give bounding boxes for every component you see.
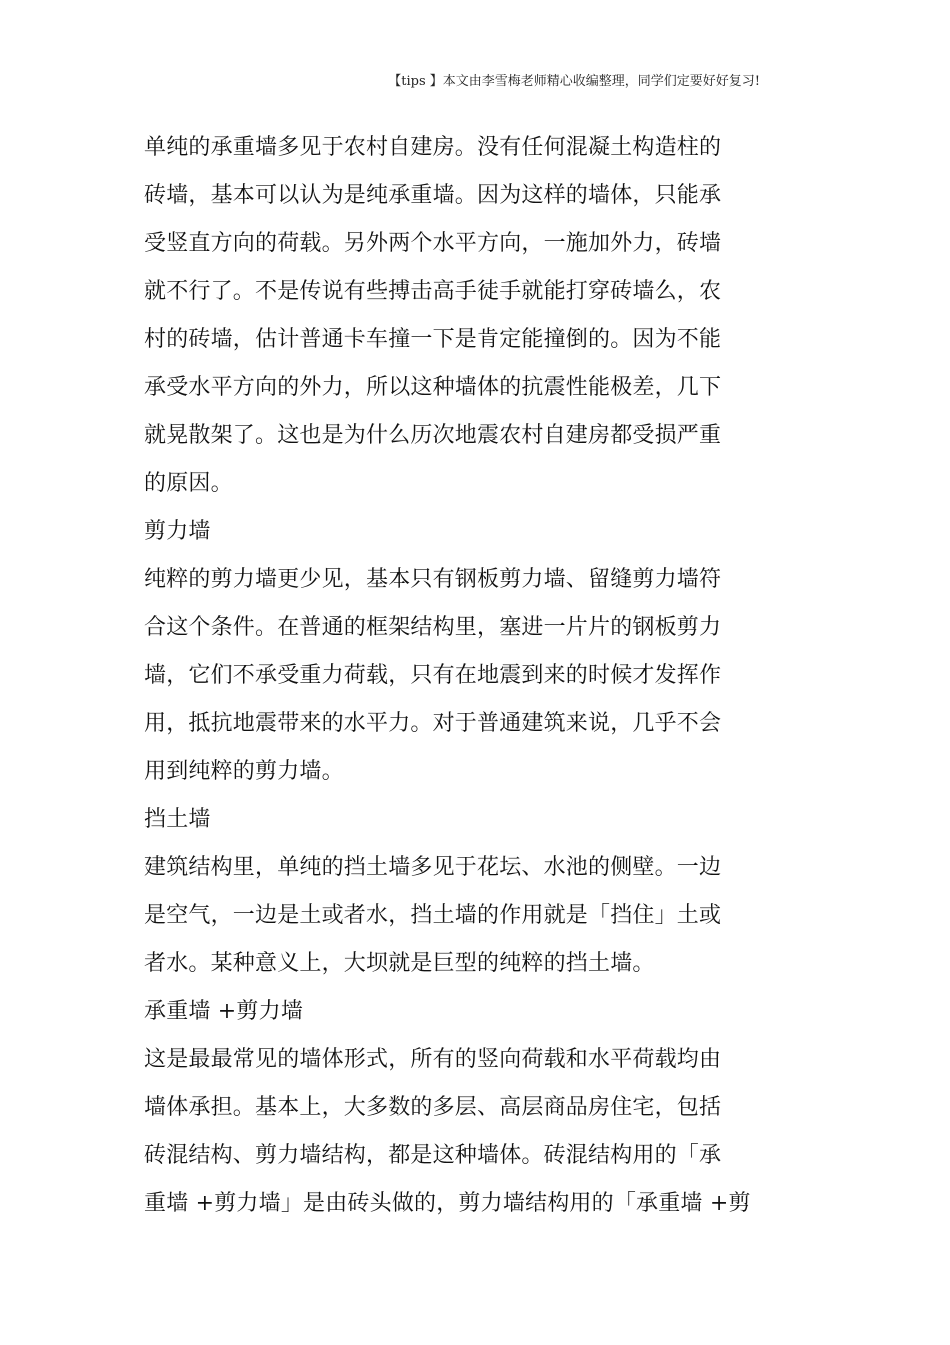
text-line: 者水。某种意义上，大坝就是巨型的纯粹的挡土墙。 — [144, 951, 655, 976]
section-heading: 挡土墙 — [144, 807, 211, 832]
text-line: 建筑结构里，单纯的挡土墙多见于花坛、水池的侧壁。一边 — [144, 855, 722, 880]
text-line: 的原因。 — [144, 471, 233, 496]
text-line: 村的砖墙，估计普通卡车撞一下是肯定能撞倒的。因为不能 — [144, 327, 722, 352]
text-line: 就晃散架了。这也是为什么历次地震农村自建房都受损严重 — [144, 423, 722, 448]
text-line: 用到纯粹的剪力墙。 — [144, 759, 344, 784]
section-heading: 剪力墙 — [144, 519, 211, 544]
document-body — [144, 124, 824, 1228]
text-line: 就不行了。不是传说有些搏击高手徒手就能打穿砖墙么，农 — [144, 279, 722, 304]
text-line: 墙体承担。基本上，大多数的多层、高层商品房住宅，包括 — [144, 1095, 722, 1120]
text-line: 纯粹的剪力墙更少见，基本只有钢板剪力墙、留缝剪力墙符 — [144, 567, 722, 592]
text-line: 砖混结构、剪力墙结构，都是这种墙体。砖混结构用的「承 — [144, 1143, 722, 1168]
text-line: 砖墙，基本可以认为是纯承重墙。因为这样的墙体，只能承 — [144, 183, 722, 208]
text-line: 单纯的承重墙多见于农村自建房。没有任何混凝土构造柱的 — [144, 135, 722, 160]
text-line: 用，抵抗地震带来的水平力。对于普通建筑来说，几乎不会 — [144, 711, 722, 736]
section-heading: 承重墙 +剪力墙 — [144, 999, 304, 1024]
text-line: 这是最最常见的墙体形式，所有的竖向荷载和水平荷载均由 — [144, 1047, 722, 1072]
header-tip: 【tips 】本文由李雪梅老师精心收编整理，同学们定要好好复习! — [388, 74, 760, 89]
text-line: 墙，它们不承受重力荷载，只有在地震到来的时候才发挥作 — [144, 663, 722, 688]
text-line: 是空气，一边是土或者水，挡土墙的作用就是「挡住」土或 — [144, 903, 722, 928]
text-line: 合这个条件。在普通的框架结构里，塞进一片片的钢板剪力 — [144, 615, 722, 640]
text-line: 重墙 +剪力墙」是由砖头做的，剪力墙结构用的「承重墙 +剪 — [144, 1191, 751, 1216]
text-line: 受竖直方向的荷载。另外两个水平方向，一施加外力，砖墙 — [144, 231, 722, 256]
text-line: 承受水平方向的外力，所以这种墙体的抗震性能极差，几下 — [144, 375, 722, 400]
